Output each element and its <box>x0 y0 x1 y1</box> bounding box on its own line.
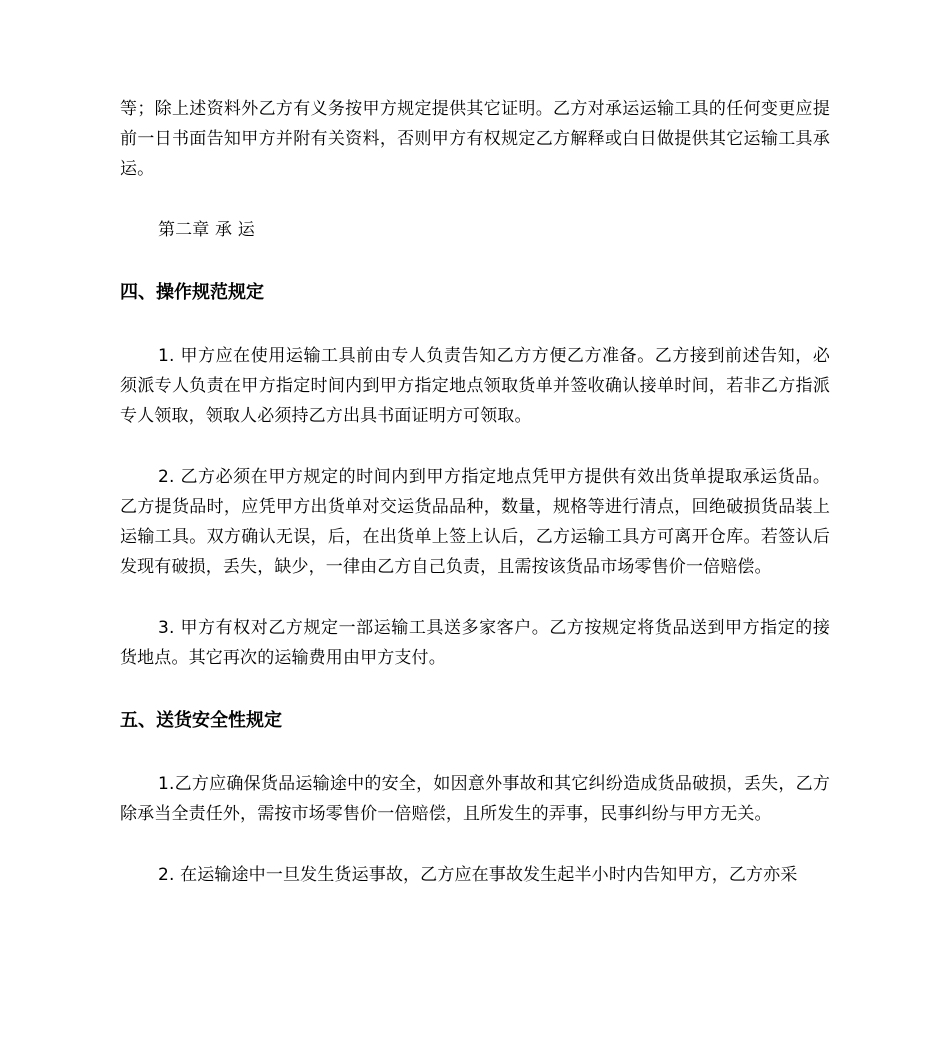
section4-item-3: 3. 甲方有权对乙方规定一部运输工具送多家客户。乙方按规定将货品送到甲方指定的接货地点。其它再次的运输费用由甲方支付。 <box>120 618 830 668</box>
section5-item-2: 2. 在运输途中一旦发生货运事故，乙方应在事故发生起半小时内告知甲方，乙方亦采 <box>158 865 798 885</box>
intro-paragraph: 等；除上述资料外乙方有义务按甲方规定提供其它证明。乙方对承运运输工具的任何变更应提前一日书面告知甲方并附有关资料，否则甲方有权规定乙方解释或白日做提供其它运输工具承运。 <box>120 99 830 179</box>
document-page <box>120 94 830 890</box>
section5-item-1: 1.乙方应确保货品运输途中的安全，如因意外事故和其它纠纷造成货品破损，丢失，乙方除承当全责任外，需按市场零售价一倍赔偿，且所发生的弄事，民事纠纷与甲方无关。 <box>120 774 830 824</box>
chapter-title: 第二章 承 运 <box>158 220 255 240</box>
section-heading-4: 四、操作规范规定 <box>120 282 264 303</box>
section4-item-2: 2. 乙方必须在甲方规定的时间内到甲方指定地点凭甲方提供有效出货单提取承运货品。乙方提货品时，应凭甲方出货单对交运货品品种，数量，规格等进行清点，回绝破损货品装上运输工具。双方确认无误，后，在出货单上签上认后，乙方运输工具方可离开仓库。若签认后发现有破损，丢失，缺少，一律由乙方自己负责，且需按该货品市场零售价一倍赔偿。 <box>120 467 830 577</box>
section4-item-1: 1. 甲方应在使用运输工具前由专人负责告知乙方方便乙方准备。乙方接到前述告知，必须派专人负责在甲方指定时间内到甲方指定地点领取货单并签收确认接单时间，若非乙方指派专人领取，领取人必须持乙方出具书面证明方可领取。 <box>120 346 830 426</box>
section-heading-5: 五、送货安全性规定 <box>120 710 282 731</box>
